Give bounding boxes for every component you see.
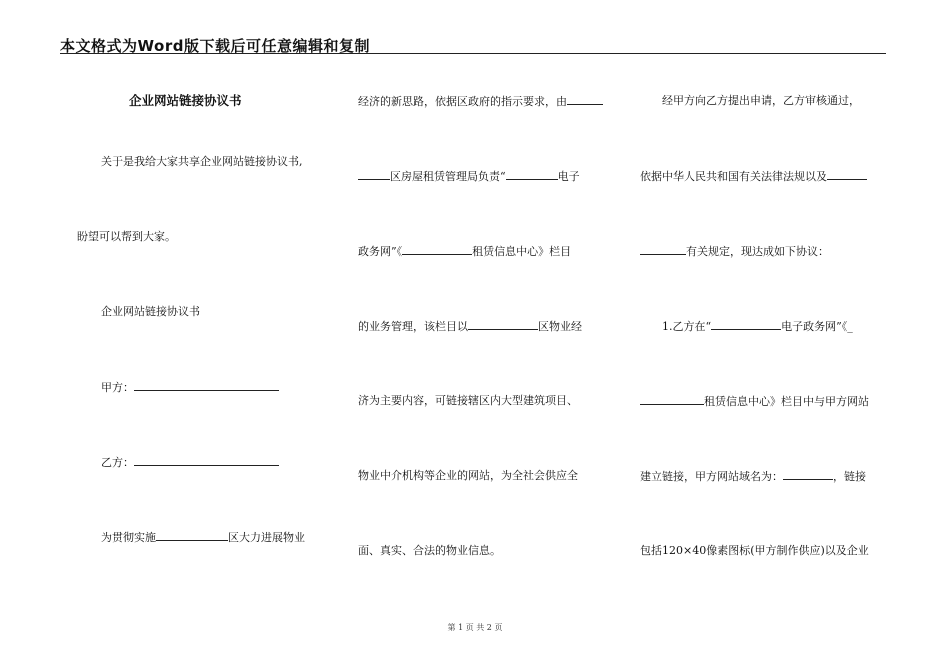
text-segment: 电子 — [557, 170, 580, 183]
column-3 — [640, 0, 900, 620]
paragraph-line: 包括120×40像素图标(甲方制作供应)以及企业 — [640, 544, 869, 557]
blank-underline — [567, 94, 603, 105]
text-segment: 区房屋租赁管理局负责“ — [390, 170, 506, 183]
text-segment: 政务网”《 — [358, 245, 403, 258]
paragraph-line — [662, 319, 853, 334]
text-segment: 经济的新思路，依据区政府的指示要求，由 — [358, 95, 567, 108]
header-text: 本文格式为Word版下载后可任意编辑和复制 — [60, 37, 370, 55]
blank-underline — [827, 169, 867, 180]
party-a-label: 甲方： — [101, 381, 134, 394]
paragraph-line: 关于是我给大家共享企业网站链接协议书, — [101, 155, 303, 168]
blank-underline — [402, 244, 472, 255]
paragraph-line — [640, 469, 866, 484]
paragraph-line — [640, 244, 829, 259]
blank-underline — [156, 530, 228, 541]
blank-underline — [711, 319, 781, 330]
paragraph-line — [358, 244, 571, 259]
column-2 — [358, 0, 618, 620]
text-segment: 区物业经 — [538, 320, 582, 333]
paragraph-line — [358, 94, 603, 109]
text-segment: 有关规定，现达成如下协议： — [686, 245, 829, 258]
subtitle: 企业网站链接协议书 — [101, 305, 200, 318]
text-segment: ，链接 — [833, 470, 866, 483]
document-title: 企业网站链接协议书 — [129, 93, 242, 108]
text-segment: 建立链接，甲方网站域名为： — [640, 470, 783, 483]
paragraph-line: 经甲方向乙方提出申请，乙方审核通过， — [662, 94, 860, 107]
party-a-line — [101, 380, 279, 395]
page-number: 第 1 页 共 2 页 — [447, 623, 503, 632]
text-segment: 的业务管理，该栏目以 — [358, 320, 468, 333]
paragraph-line: 济为主要内容，可链接辖区内大型建筑项目、 — [358, 394, 578, 407]
paragraph-line — [358, 319, 582, 334]
text-segment: 电子政务网”《_ — [781, 320, 853, 333]
blank-underline — [640, 394, 704, 405]
paragraph-line — [358, 169, 580, 184]
text-segment: 依据中华人民共和国有关法律法规以及 — [640, 170, 827, 183]
blank-underline — [134, 455, 279, 466]
text-segment: 为贯彻实施 — [101, 531, 156, 544]
party-b-line — [101, 455, 279, 470]
paragraph-line: 面、真实、合法的物业信息。 — [358, 544, 501, 557]
blank-underline — [358, 169, 390, 180]
text-segment: 区大力进展物业 — [228, 531, 305, 544]
blank-underline — [506, 169, 558, 180]
paragraph-line — [101, 530, 305, 545]
blank-underline — [468, 319, 538, 330]
column-1 — [78, 0, 338, 620]
paragraph-line: 物业中介机构等企业的网站，为全社会供应全 — [358, 469, 578, 482]
paragraph-line — [640, 394, 869, 409]
party-b-label: 乙方： — [101, 456, 134, 469]
blank-underline — [783, 469, 833, 480]
text-segment: 租赁信息中心》栏目 — [472, 245, 572, 258]
paragraph-line: 盼望可以帮到大家。 — [77, 230, 176, 243]
paragraph-line — [640, 169, 867, 184]
text-segment: 租赁信息中心》栏目中与甲方网站 — [704, 395, 869, 408]
text-segment: 1.乙方在“ — [662, 320, 712, 333]
blank-underline — [134, 380, 279, 391]
blank-underline — [640, 244, 686, 255]
